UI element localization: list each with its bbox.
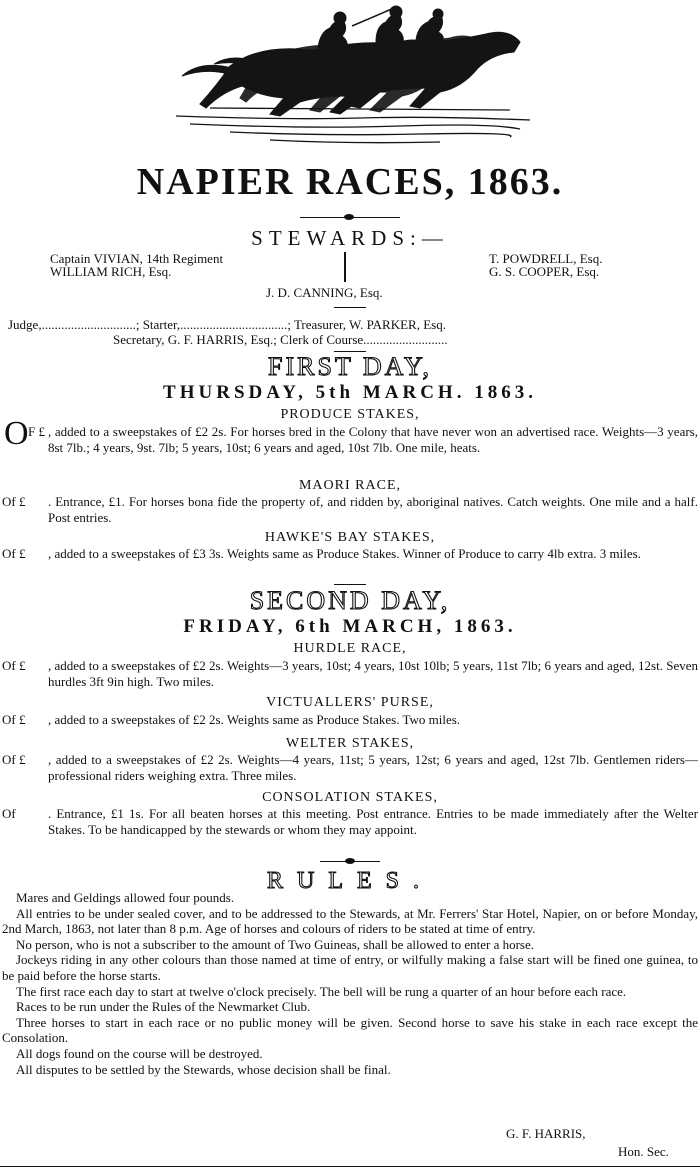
rules-list <box>2 890 698 1077</box>
rule-item: All disputes to be settled by the Stewards, whose decision shall be final. <box>16 1061 391 1077</box>
consolation-stakes-label: Of <box>2 806 16 821</box>
second-day-date: FRIDAY, 6th MARCH, 1863. <box>183 616 517 637</box>
steward-vivian: Captain VIVIAN, 14th Regiment <box>50 251 224 266</box>
second-day-heading: SECOND DAY, <box>249 586 451 615</box>
racehorses-woodcut <box>170 4 540 154</box>
consolation-stakes-title: CONSOLATION STAKES, <box>262 790 438 805</box>
rule-item: Jockeys riding in any other colours than those named at time of entry, or wilfully making a false start will be fined one guinea, to be paid before the horse starts. <box>2 952 698 983</box>
maori-race-title: MAORI RACE, <box>298 478 401 493</box>
hawkes-bay-text: , added to a sweepstakes of £3 3s. Weights same as Produce Stakes. Winner of Produce to carry 4lb extra. 3 miles. <box>48 546 641 561</box>
consolation-stakes-text: . Entrance, £1 1s. For all beaten horses at this meeting. Post entrance. Entries to be made immediately after the Welter Stakes. To be handicapped by the stewards or whom they may appoint. <box>48 806 698 837</box>
produce-stakes-prefix: F £ <box>28 424 45 439</box>
officials-line-2: Secretary, G. F. HARRIS, Esq.; Clerk of Course.......................... <box>113 332 448 347</box>
rule-item: Mares and Geldings allowed four pounds. <box>16 890 235 905</box>
rule-item: All entries to be under sealed cover, and to be addressed to the Stewards, at Mr. Ferrers' Star Hotel, Napier, on or before Monday, 2nd March, 1863, not later than 8 p.m. Age of horses and colours of riders to be stated at time of entry. <box>2 905 698 937</box>
steward-cooper: G. S. COOPER, Esq. <box>489 264 600 279</box>
victuallers-purse-label: Of £ <box>2 712 26 727</box>
produce-stakes-text: , added to a sweepstakes of £2 2s. For horses bred in the Colony that have never won an advertised race. Weights—3 years, 8st 7lb.; 4 years, 9st. 7lb; 5 years, 10st; 6 years and aged, 10st 7lb. One mile, heats. <box>48 424 698 455</box>
short-divider <box>334 307 366 308</box>
signature-title: Hon. Sec. <box>618 1144 669 1159</box>
officials-line-1: Judge,.............................; Starter,.................................; Treasurer, W. PARKER, Esq. <box>8 317 446 332</box>
produce-stakes-title: PRODUCE STAKES, <box>280 407 420 422</box>
victuallers-purse-text: , added to a sweepstakes of £2 2s. Weights same as Produce Stakes. Two miles. <box>48 712 461 727</box>
welter-stakes-text: , added to a sweepstakes of £2 2s. Weights—4 years, 11st; 5 years, 12st; 6 years and aged, 12st 7lb. Gentlemen riders—professional riders weighing extra. Three miles. <box>48 752 698 783</box>
first-day-heading: FIRST DAY, <box>268 352 432 381</box>
brace-ornament <box>344 252 358 282</box>
ornament-divider <box>300 214 400 220</box>
ornament-divider-2 <box>320 858 380 864</box>
signature-name: G. F. HARRIS, <box>506 1126 586 1141</box>
welter-stakes-label: Of £ <box>2 752 26 767</box>
maori-race-label: Of £ <box>2 494 26 509</box>
welter-stakes-title: WELTER STAKES, <box>285 736 415 751</box>
hurdle-race-text: , added to a sweepstakes of £2 2s. Weights—3 years, 10st; 4 years, 10st 10lb; 5 years, 11st 7lb; 6 years and aged, 12st. Seven hurdles 3ft 9in high. Two miles. <box>48 658 698 689</box>
bottom-rule <box>0 1166 700 1167</box>
rule-item: The first race each day to start at twelve o'clock precisely. The bell will be rung a quarter of an hour before each race. <box>16 983 627 999</box>
steward-canning: J. D. CANNING, Esq. <box>266 285 383 300</box>
rule-item: No person, who is not a subscriber to the amount of Two Guineas, shall be allowed to enter a horse. <box>16 936 535 952</box>
hurdle-race-label: Of £ <box>2 658 26 673</box>
poster-title: NAPIER RACES, 1863. <box>136 161 564 203</box>
stewards-heading: STEWARDS:— <box>251 226 449 250</box>
rule-item: Races to be run under the Rules of the Newmarket Club. <box>16 999 311 1015</box>
steward-powdrell: T. POWDRELL, Esq. <box>489 251 603 266</box>
rule-item: All dogs found on the course will be destroyed. <box>16 1045 263 1061</box>
steward-rich: WILLIAM RICH, Esq. <box>50 264 172 279</box>
rules-heading: RULES. <box>266 868 433 894</box>
short-divider-3 <box>334 584 366 585</box>
hawkes-bay-label: Of £ <box>2 546 26 561</box>
drop-cap: O <box>4 415 29 452</box>
rule-item: Three horses to start in each race or no public money will be given. Second horse to save his stake in each race except the Consolation. <box>2 1014 698 1046</box>
first-day-date: THURSDAY, 5th MARCH. 1863. <box>163 382 537 403</box>
victuallers-purse-title: VICTUALLERS' PURSE, <box>266 695 434 710</box>
hurdle-race-title: HURDLE RACE, <box>293 641 407 656</box>
hawkes-bay-title: HAWKE'S BAY STAKES, <box>264 530 436 545</box>
maori-race-text: . Entrance, £1. For horses bona fide the property of, and ridden by, aboriginal natives. Catch weights. One mile and a half. Post entries. <box>48 494 698 525</box>
